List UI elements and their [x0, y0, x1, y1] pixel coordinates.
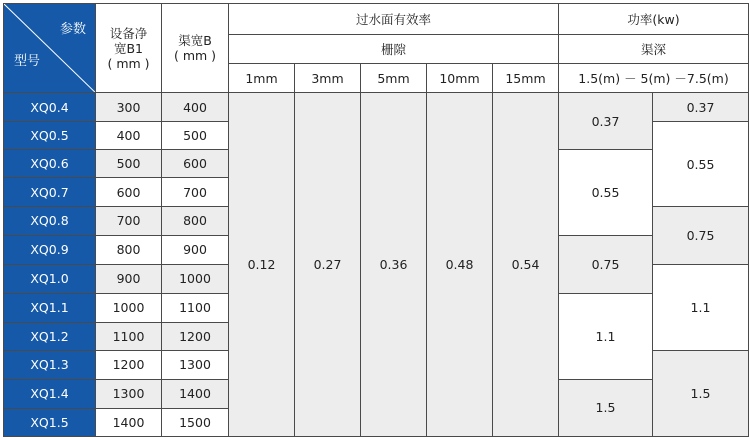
- b1-cell: 1000: [96, 293, 162, 322]
- b-cell: 1100: [162, 293, 229, 322]
- header-corner: [4, 4, 96, 93]
- b-cell: 1500: [162, 408, 229, 436]
- model-cell: XQ0.9: [4, 235, 96, 264]
- power-low-cell: 0.75: [559, 235, 653, 293]
- b-cell: 700: [162, 178, 229, 207]
- gap-1mm: 1mm: [229, 64, 295, 93]
- table-row: [4, 93, 749, 122]
- b1-cell: 700: [96, 207, 162, 235]
- b-cell: 900: [162, 235, 229, 264]
- efficiency-10mm: 0.48: [427, 93, 493, 437]
- gap-3mm: 3mm: [295, 64, 361, 93]
- b1-header-line2: 宽B1: [113, 40, 144, 56]
- b1-cell: 500: [96, 150, 162, 178]
- depth-range: 1.5(m) － 5(m) －7.5(m): [559, 64, 749, 93]
- b-header-unit: ( mm ): [173, 48, 217, 64]
- power-low-cell: 0.37: [559, 93, 653, 150]
- b1-header-line1: 设备净: [109, 25, 148, 41]
- power-high-cell: 0.75: [653, 207, 749, 264]
- b-header-line1: 渠宽B: [178, 33, 212, 49]
- power-low-cell: 1.1: [559, 293, 653, 379]
- model-cell: XQ1.4: [4, 379, 96, 408]
- gap-15mm: 15mm: [493, 64, 559, 93]
- model-cell: XQ1.3: [4, 350, 96, 379]
- gap-10mm: 10mm: [427, 64, 493, 93]
- b1-cell: 600: [96, 178, 162, 207]
- b-cell: 1300: [162, 350, 229, 379]
- power-high-cell: 1.1: [653, 264, 749, 350]
- b1-cell: 1100: [96, 322, 162, 350]
- b-cell: 500: [162, 122, 229, 150]
- b1-cell: 1400: [96, 408, 162, 436]
- model-cell: XQ0.8: [4, 207, 96, 235]
- efficiency-1mm: 0.12: [229, 93, 295, 437]
- b-cell: 600: [162, 150, 229, 178]
- depth-header: 渠深: [559, 35, 749, 64]
- corner-model-label: 型号: [14, 54, 41, 69]
- b1-cell: 800: [96, 235, 162, 264]
- efficiency-3mm: 0.27: [295, 93, 361, 437]
- b-cell: 1000: [162, 264, 229, 293]
- model-cell: XQ1.5: [4, 408, 96, 436]
- b1-header: [96, 4, 162, 93]
- gap-5mm: 5mm: [361, 64, 427, 93]
- model-cell: XQ1.1: [4, 293, 96, 322]
- spec-table: [3, 3, 749, 437]
- b1-cell: 1300: [96, 379, 162, 408]
- power-header: 功率(kw): [559, 4, 749, 35]
- model-cell: XQ0.6: [4, 150, 96, 178]
- b-cell: 400: [162, 93, 229, 122]
- power-high-cell: 0.37: [653, 93, 749, 122]
- model-cell: XQ1.0: [4, 264, 96, 293]
- power-high-cell: 1.5: [653, 350, 749, 436]
- efficiency-15mm: 0.54: [493, 93, 559, 437]
- b-cell: 1400: [162, 379, 229, 408]
- corner-diagonal: [4, 4, 95, 92]
- b1-cell: 300: [96, 93, 162, 122]
- b1-cell: 400: [96, 122, 162, 150]
- model-cell: XQ1.2: [4, 322, 96, 350]
- b-header: [162, 4, 229, 93]
- efficiency-header: 过水面有效率: [229, 4, 559, 35]
- b1-header-unit: ( mm ): [107, 55, 150, 71]
- b1-cell: 1200: [96, 350, 162, 379]
- b1-cell: 900: [96, 264, 162, 293]
- model-cell: XQ0.4: [4, 93, 96, 122]
- gap-header: 栅隙: [229, 35, 559, 64]
- efficiency-5mm: 0.36: [361, 93, 427, 437]
- power-low-cell: 0.55: [559, 150, 653, 235]
- model-cell: XQ0.7: [4, 178, 96, 207]
- corner-param-label: 参数: [59, 22, 86, 37]
- model-cell: XQ0.5: [4, 122, 96, 150]
- b-cell: 800: [162, 207, 229, 235]
- power-high-cell: 0.55: [653, 122, 749, 207]
- b-cell: 1200: [162, 322, 229, 350]
- power-low-cell: 1.5: [559, 379, 653, 436]
